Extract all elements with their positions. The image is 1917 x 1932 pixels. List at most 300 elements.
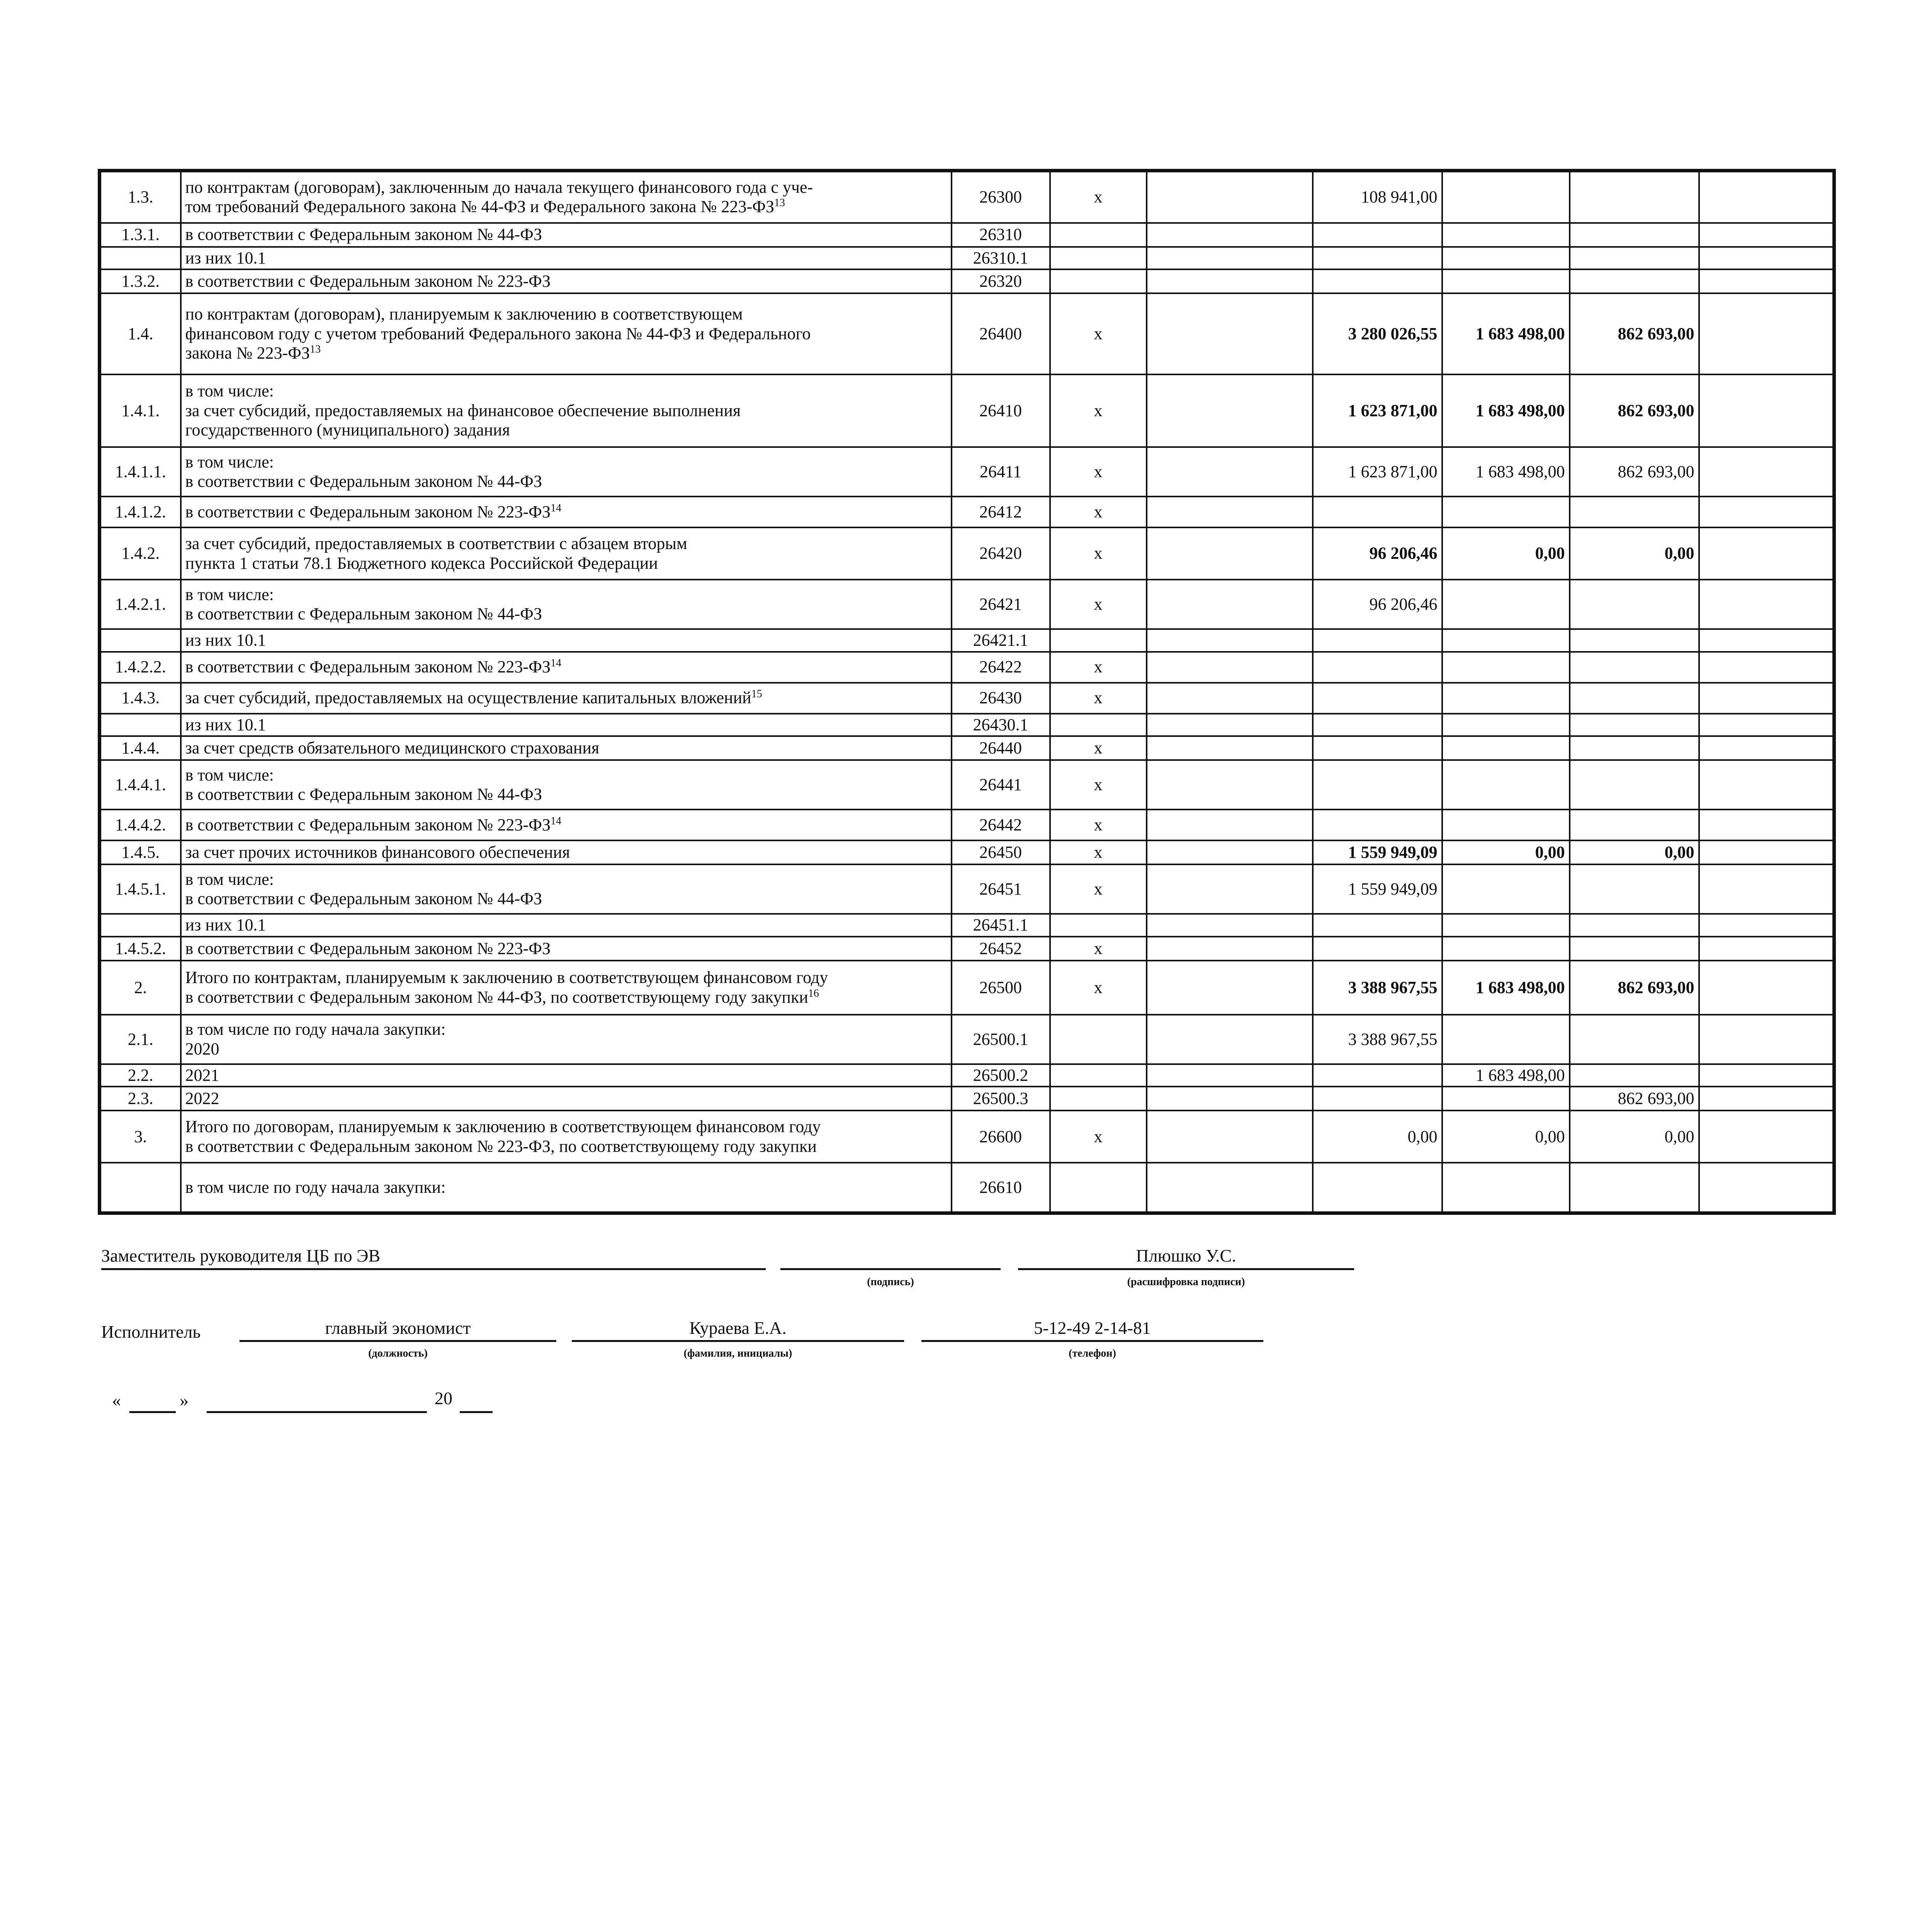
value-col-1 <box>1147 629 1313 652</box>
table-row <box>100 1111 1834 1163</box>
description-line <box>185 738 947 758</box>
row-number <box>100 1163 181 1213</box>
row-x-marker: x <box>1050 497 1147 527</box>
description-line <box>185 968 947 988</box>
description-line <box>185 843 947 862</box>
value-second-plan-year <box>1570 1015 1699 1064</box>
description-text: из них 10.1 <box>185 631 266 650</box>
date-year-line <box>460 1411 493 1413</box>
date-day-line <box>129 1411 176 1413</box>
description-line <box>185 1020 947 1039</box>
executor-name: Кураева Е.А. <box>689 1318 787 1338</box>
table-row <box>100 293 1834 374</box>
row-x-marker: x <box>1050 527 1147 580</box>
value-current-year <box>1313 269 1442 293</box>
value-second-plan-year <box>1570 683 1699 714</box>
value-first-plan-year <box>1442 1087 1570 1111</box>
description-line <box>185 534 947 554</box>
value-col-1 <box>1147 293 1313 374</box>
row-description <box>181 937 952 961</box>
description-text: из них 10.1 <box>185 915 266 935</box>
description-text: за счет средств обязательного медицинского страхования <box>185 738 600 757</box>
row-number: 1.4.1. <box>100 374 181 447</box>
value-col-1 <box>1147 1015 1313 1064</box>
row-number: 1.4.4. <box>100 736 181 760</box>
row-x-marker: x <box>1050 580 1147 629</box>
row-x-marker <box>1050 247 1147 270</box>
description-line <box>185 248 947 268</box>
value-col-5 <box>1699 1087 1834 1111</box>
row-description <box>181 1064 952 1087</box>
row-number: 3. <box>100 1111 181 1163</box>
value-first-plan-year <box>1442 714 1570 736</box>
row-x-marker: x <box>1050 840 1147 864</box>
description-line <box>185 420 947 440</box>
value-col-1 <box>1147 1087 1313 1111</box>
row-number: 1.4.4.1. <box>100 760 181 810</box>
value-current-year: 3 388 967,55 <box>1313 961 1442 1015</box>
executor-phone-line <box>921 1340 1263 1342</box>
value-col-5 <box>1699 269 1834 293</box>
description-line <box>185 1066 947 1085</box>
row-description <box>181 293 952 374</box>
row-description <box>181 1015 952 1064</box>
value-col-1 <box>1147 937 1313 961</box>
row-x-marker: x <box>1050 652 1147 683</box>
footnote-ref: 13 <box>310 343 321 355</box>
row-description <box>181 652 952 683</box>
value-col-1 <box>1147 527 1313 580</box>
row-x-marker: x <box>1050 810 1147 840</box>
value-first-plan-year <box>1442 580 1570 629</box>
value-col-1 <box>1147 714 1313 736</box>
row-description <box>181 961 952 1015</box>
footnote-ref: 14 <box>550 815 561 827</box>
value-col-5 <box>1699 736 1834 760</box>
row-code: 26320 <box>952 269 1050 293</box>
value-col-1 <box>1147 683 1313 714</box>
description-line <box>185 915 947 935</box>
row-code: 26411 <box>952 447 1050 497</box>
value-first-plan-year <box>1442 247 1570 270</box>
value-first-plan-year <box>1442 914 1570 937</box>
value-col-1 <box>1147 497 1313 527</box>
description-text: в том числе: <box>185 381 274 401</box>
value-col-5 <box>1699 1015 1834 1064</box>
value-current-year: 0,00 <box>1313 1111 1442 1163</box>
value-col-5 <box>1699 580 1834 629</box>
footnote-ref: 14 <box>550 657 561 669</box>
value-col-5 <box>1699 864 1834 914</box>
description-text: 2021 <box>185 1065 219 1085</box>
value-col-5 <box>1699 247 1834 270</box>
description-text: в соответствии с Федеральным законом № 223-ФЗ <box>185 502 551 521</box>
description-text: в том числе: <box>185 765 274 784</box>
row-description <box>181 223 952 247</box>
description-text: в соответствии с Федеральным законом № 44-ФЗ <box>185 472 542 491</box>
description-text: за счет субсидий, предоставляемых на финансовое обеспечение выполнения <box>185 401 741 420</box>
row-code: 26310.1 <box>952 247 1050 270</box>
value-second-plan-year <box>1570 937 1699 961</box>
description-line <box>185 401 947 421</box>
row-description <box>181 736 952 760</box>
row-description <box>181 527 952 580</box>
description-text: за счет прочих источников финансового обеспечения <box>185 842 570 862</box>
footnote-ref: 14 <box>550 502 561 514</box>
value-first-plan-year <box>1442 171 1570 223</box>
row-x-marker: x <box>1050 736 1147 760</box>
row-x-marker <box>1050 1163 1147 1213</box>
value-col-5 <box>1699 1064 1834 1087</box>
value-first-plan-year <box>1442 937 1570 961</box>
description-text: пункта 1 статьи 78.1 Бюджетного кодекса Российской Федерации <box>185 553 658 573</box>
value-second-plan-year <box>1570 1064 1699 1087</box>
row-x-marker <box>1050 629 1147 652</box>
row-number: 2.2. <box>100 1064 181 1087</box>
value-col-1 <box>1147 652 1313 683</box>
value-first-plan-year: 0,00 <box>1442 840 1570 864</box>
description-text: 2022 <box>185 1089 219 1108</box>
value-col-5 <box>1699 1163 1834 1213</box>
description-text: за счет субсидий, предоставляемых в соответствии с абзацем вторым <box>185 534 687 553</box>
description-line <box>185 889 947 909</box>
table-row <box>100 864 1834 914</box>
row-description <box>181 914 952 937</box>
value-col-5 <box>1699 840 1834 864</box>
value-first-plan-year <box>1442 1015 1570 1064</box>
row-x-marker: x <box>1050 171 1147 223</box>
row-code: 26451.1 <box>952 914 1050 937</box>
table-row <box>100 736 1834 760</box>
value-current-year: 3 280 026,55 <box>1313 293 1442 374</box>
row-code: 26440 <box>952 736 1050 760</box>
value-col-5 <box>1699 760 1834 810</box>
value-second-plan-year <box>1570 810 1699 840</box>
row-description <box>181 374 952 447</box>
value-first-plan-year <box>1442 810 1570 840</box>
value-current-year <box>1313 683 1442 714</box>
description-line <box>185 631 947 650</box>
value-first-plan-year <box>1442 864 1570 914</box>
row-number: 1.4.1.2. <box>100 497 181 527</box>
row-code: 26610 <box>952 1163 1050 1213</box>
row-description <box>181 864 952 914</box>
description-text: в соответствии с Федеральным законом № 44-ФЗ <box>185 785 542 804</box>
value-current-year <box>1313 629 1442 652</box>
row-x-marker: x <box>1050 293 1147 374</box>
date-close-quote: » <box>180 1390 189 1410</box>
value-second-plan-year: 862 693,00 <box>1570 374 1699 447</box>
table-row <box>100 497 1834 527</box>
row-code: 26421 <box>952 580 1050 629</box>
value-first-plan-year <box>1442 736 1570 760</box>
value-current-year <box>1313 223 1442 247</box>
executor-name-caption: (фамилия, инициалы) <box>683 1347 792 1359</box>
value-col-1 <box>1147 1064 1313 1087</box>
row-number: 2. <box>100 961 181 1015</box>
row-x-marker: x <box>1050 683 1147 714</box>
description-text: в соответствии с Федеральным законом № 223-ФЗ, по соответствующему году закупки <box>185 1136 817 1156</box>
row-description <box>181 714 952 736</box>
value-first-plan-year: 1 683 498,00 <box>1442 1064 1570 1087</box>
table-row <box>100 1087 1834 1111</box>
row-x-marker <box>1050 914 1147 937</box>
value-col-1 <box>1147 223 1313 247</box>
description-text: из них 10.1 <box>185 715 266 734</box>
description-text: в соответствии с Федеральным законом № 44-ФЗ <box>185 889 542 908</box>
description-text: в соответствии с Федеральным законом № 44-ФЗ <box>185 604 542 624</box>
value-second-plan-year <box>1570 760 1699 810</box>
row-number <box>100 247 181 270</box>
executor-name-line <box>572 1340 904 1342</box>
signer-position: Заместитель руководителя ЦБ по ЭВ <box>101 1246 381 1265</box>
value-second-plan-year: 0,00 <box>1570 1111 1699 1163</box>
value-current-year <box>1313 497 1442 527</box>
value-second-plan-year <box>1570 1163 1699 1213</box>
row-description <box>181 247 952 270</box>
table-row <box>100 937 1834 961</box>
description-line <box>185 815 947 835</box>
description-text: том требований Федерального закона № 44-ФЗ и Федерального закона № 223-ФЗ <box>185 197 775 216</box>
row-description <box>181 683 952 714</box>
value-first-plan-year: 0,00 <box>1442 527 1570 580</box>
table-row <box>100 247 1834 270</box>
row-code: 26421.1 <box>952 629 1050 652</box>
value-col-1 <box>1147 864 1313 914</box>
row-code: 26310 <box>952 223 1050 247</box>
value-second-plan-year <box>1570 247 1699 270</box>
row-description <box>181 760 952 810</box>
value-col-1 <box>1147 1163 1313 1213</box>
description-line <box>185 554 947 573</box>
executor-position-caption: (должность) <box>368 1347 428 1359</box>
row-x-marker: x <box>1050 937 1147 961</box>
row-description <box>181 1087 952 1111</box>
table-row <box>100 810 1834 840</box>
value-col-5 <box>1699 961 1834 1015</box>
value-current-year <box>1313 1064 1442 1087</box>
signature-line <box>780 1268 1001 1270</box>
value-col-1 <box>1147 760 1313 810</box>
value-col-5 <box>1699 1111 1834 1163</box>
row-description <box>181 810 952 840</box>
row-description <box>181 629 952 652</box>
value-current-year: 1 623 871,00 <box>1313 447 1442 497</box>
row-x-marker: x <box>1050 760 1147 810</box>
description-text: 2020 <box>185 1039 219 1058</box>
description-text: финансовом году с учетом требований Федерального закона № 44-ФЗ и Федерального <box>185 324 811 343</box>
row-x-marker: x <box>1050 864 1147 914</box>
footnote-ref: 15 <box>751 688 762 700</box>
executor-position: главный экономист <box>325 1318 471 1338</box>
description-line <box>185 785 947 804</box>
footnote-ref: 13 <box>774 197 785 209</box>
description-line <box>185 452 947 472</box>
description-text: из них 10.1 <box>185 248 266 267</box>
value-col-1 <box>1147 269 1313 293</box>
table-row <box>100 760 1834 810</box>
value-col-1 <box>1147 736 1313 760</box>
table-row <box>100 652 1834 683</box>
table-row <box>100 683 1834 714</box>
value-second-plan-year: 862 693,00 <box>1570 1087 1699 1111</box>
value-col-1 <box>1147 961 1313 1015</box>
value-current-year: 96 206,46 <box>1313 527 1442 580</box>
executor-phone: 5-12-49 2-14-81 <box>1034 1318 1151 1338</box>
description-line <box>185 1039 947 1059</box>
row-number: 1.4.2.1. <box>100 580 181 629</box>
value-second-plan-year <box>1570 736 1699 760</box>
description-line <box>185 1137 947 1156</box>
table-row <box>100 1064 1834 1087</box>
description-line <box>185 715 947 735</box>
table-row <box>100 1015 1834 1064</box>
row-x-marker <box>1050 714 1147 736</box>
description-text: по контрактам (договорам), планируемым к заключению в соответствующем <box>185 304 743 324</box>
row-description <box>181 580 952 629</box>
value-first-plan-year <box>1442 760 1570 810</box>
description-text: закона № 223-ФЗ <box>185 344 310 363</box>
value-first-plan-year: 1 683 498,00 <box>1442 961 1570 1015</box>
row-code: 26420 <box>952 527 1050 580</box>
row-description <box>181 269 952 293</box>
row-x-marker <box>1050 1015 1147 1064</box>
value-col-1 <box>1147 247 1313 270</box>
description-line <box>185 688 947 708</box>
value-current-year: 96 206,46 <box>1313 580 1442 629</box>
row-code: 26441 <box>952 760 1050 810</box>
row-code: 26422 <box>952 652 1050 683</box>
table-row <box>100 269 1834 293</box>
executor-phone-caption: (телефон) <box>1069 1347 1116 1359</box>
value-col-5 <box>1699 527 1834 580</box>
value-col-1 <box>1147 374 1313 447</box>
value-current-year <box>1313 714 1442 736</box>
description-line <box>185 870 947 889</box>
signer-name-line <box>1018 1268 1354 1270</box>
row-code: 26300 <box>952 171 1050 223</box>
description-text: в том числе: <box>185 869 274 889</box>
value-current-year <box>1313 810 1442 840</box>
value-current-year <box>1313 247 1442 270</box>
description-line <box>185 765 947 785</box>
value-current-year <box>1313 760 1442 810</box>
position-underline <box>101 1268 766 1270</box>
row-description <box>181 840 952 864</box>
signer-name: Плюшко У.С. <box>1136 1246 1236 1265</box>
value-first-plan-year <box>1442 629 1570 652</box>
value-second-plan-year <box>1570 171 1699 223</box>
description-line <box>185 1117 947 1137</box>
value-col-1 <box>1147 914 1313 937</box>
row-code: 26452 <box>952 937 1050 961</box>
table-row <box>100 1163 1834 1213</box>
description-text: за счет субсидий, предоставляемых на осуществление капитальных вложений <box>185 688 751 707</box>
value-col-5 <box>1699 171 1834 223</box>
row-number <box>100 629 181 652</box>
row-code: 26442 <box>952 810 1050 840</box>
value-second-plan-year <box>1570 714 1699 736</box>
value-second-plan-year <box>1570 580 1699 629</box>
table-row <box>100 961 1834 1015</box>
value-col-5 <box>1699 374 1834 447</box>
description-text: в том числе по году начала закупки: <box>185 1020 446 1039</box>
row-x-marker: x <box>1050 1111 1147 1163</box>
description-text: в том числе по году начала закупки: <box>185 1177 446 1197</box>
description-text: по контрактам (договорам), заключенным до начала текущего финансового года с уче- <box>185 177 813 197</box>
value-col-1 <box>1147 171 1313 223</box>
row-number: 1.4.2.2. <box>100 652 181 683</box>
value-first-plan-year: 1 683 498,00 <box>1442 447 1570 497</box>
value-current-year <box>1313 1087 1442 1111</box>
value-second-plan-year <box>1570 269 1699 293</box>
row-description <box>181 1111 952 1163</box>
value-second-plan-year: 862 693,00 <box>1570 447 1699 497</box>
value-col-5 <box>1699 937 1834 961</box>
signer-name-caption: (расшифровка подписи) <box>1127 1276 1245 1288</box>
value-second-plan-year <box>1570 652 1699 683</box>
value-first-plan-year: 1 683 498,00 <box>1442 374 1570 447</box>
value-second-plan-year <box>1570 223 1699 247</box>
description-line <box>185 939 947 959</box>
description-text: в соответствии с Федеральным законом № 223-ФЗ <box>185 939 551 958</box>
description-text: в том числе: <box>185 452 274 471</box>
value-second-plan-year <box>1570 864 1699 914</box>
date-year-prefix: 20 <box>435 1388 452 1408</box>
row-number <box>100 914 181 937</box>
value-first-plan-year: 1 683 498,00 <box>1442 293 1570 374</box>
table-row <box>100 914 1834 937</box>
table-row <box>100 223 1834 247</box>
row-code: 26600 <box>952 1111 1050 1163</box>
value-first-plan-year <box>1442 497 1570 527</box>
value-second-plan-year <box>1570 497 1699 527</box>
value-second-plan-year: 862 693,00 <box>1570 961 1699 1015</box>
row-number: 1.4.1.1. <box>100 447 181 497</box>
row-code: 26450 <box>952 840 1050 864</box>
value-first-plan-year <box>1442 683 1570 714</box>
row-code: 26400 <box>952 293 1050 374</box>
value-col-5 <box>1699 497 1834 527</box>
value-col-1 <box>1147 580 1313 629</box>
value-col-5 <box>1699 629 1834 652</box>
table-row <box>100 629 1834 652</box>
value-col-5 <box>1699 223 1834 247</box>
row-description <box>181 1163 952 1213</box>
row-description <box>181 497 952 527</box>
value-second-plan-year <box>1570 629 1699 652</box>
value-col-1 <box>1147 447 1313 497</box>
row-number: 1.4.3. <box>100 683 181 714</box>
row-number: 1.4. <box>100 293 181 374</box>
row-x-marker <box>1050 1064 1147 1087</box>
description-line <box>185 178 947 197</box>
value-first-plan-year <box>1442 223 1570 247</box>
value-current-year: 3 388 967,55 <box>1313 1015 1442 1064</box>
row-code: 26451 <box>952 864 1050 914</box>
table-row <box>100 447 1834 497</box>
description-line <box>185 324 947 344</box>
value-col-5 <box>1699 293 1834 374</box>
row-code: 26500.2 <box>952 1064 1050 1087</box>
row-x-marker <box>1050 1087 1147 1111</box>
description-text: в соответствии с Федеральным законом № 223-ФЗ <box>185 657 551 677</box>
row-number: 1.4.4.2. <box>100 810 181 840</box>
row-code: 26430 <box>952 683 1050 714</box>
row-number: 1.4.5.2. <box>100 937 181 961</box>
value-current-year: 1 559 949,09 <box>1313 864 1442 914</box>
row-code: 26500.3 <box>952 1087 1050 1111</box>
